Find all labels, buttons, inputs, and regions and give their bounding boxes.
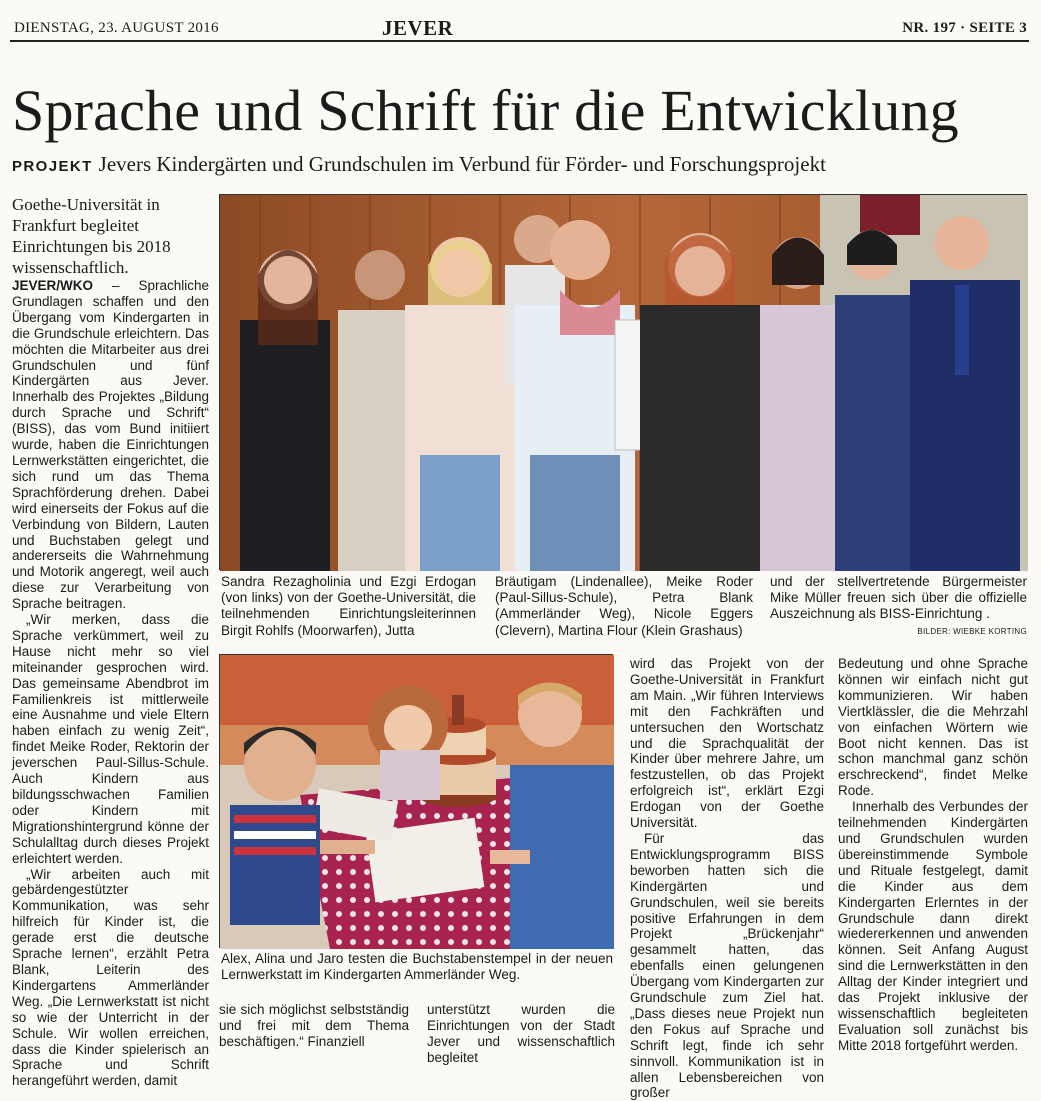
headline: Sprache und Schrift für die Entwicklung [12,78,959,143]
group-photo [219,194,1027,570]
header-city: JEVER [382,16,454,40]
paragraph: unterstützt wurden die Einrichtungen von der Stadt Jever und wissenschaftlich begleitet [427,1002,615,1065]
paragraph: Bedeutung und ohne Sprache können wir einfach nicht gut kommunizieren. Wir haben Viertklässler, die die Mehrzahl von einfachen Wörtern wie Boot nicht kennen. Das ist schon manchmal ganz schön erschreckend“, findet Melke Rode. [838,656,1028,799]
photo1-caption-part-3: und der stellvertretende Bürgermeister Mike Müller freuen sich über die offizielle Auszeichnung als BISS-Einrichtung . [770,574,1027,622]
header-page-number: NR. 197 · SEITE 3 [902,20,1027,36]
header-date: DIENSTAG, 23. AUGUST 2016 [14,20,219,36]
photo2-caption: Alex, Alina und Jaro testen die Buchstabenstempel in der neuen Lernwerkstatt im Kindergarten Ammerländer Weg. [221,951,613,983]
article-column-3-bottom [427,1002,615,1066]
intro-text: Goethe-Universität in Frankfurt begleitet Einrichtungen bis 2018 wissenschaftlich. [12,195,171,277]
header-rule [10,40,1029,42]
subheadline [12,152,826,177]
paragraph: sie sich möglichst selbstständig und frei mit dem Thema beschäftigen.“ Finanziell [219,1002,409,1049]
article-column-2 [219,1002,409,1050]
photo-credit: BILDER: WIEBKE KORTING [917,627,1027,636]
paragraph: JEVER/WKO – Sprachliche Grundlagen schaffen und den Übergang vom Kindergarten in die Grundschule erleichtern. Das möchten die Mitarbeiter aus drei Grundschulen und fünf Kindergärten aus Jever. Innerhalb des Projektes „Bildung durch Sprache und Schrift“ (BISS), das vom Bund initiiert wurde, haben die Einrichtungen Lernwerkstätten eingerichtet, die sich rund um das Thema Sprachförderung drehen. Dabei wird einerseits der Fokus auf die Verbindung von Bildern, Lauten und Buchstaben gelegt und andererseits die Wahrnehmung und Motorik angeregt, weil auch diese zur Verarbeitung von Sprache beitragen. [12,278,209,612]
paragraph: Für das Entwicklungsprogramm BISS beworben hatten sich die Kindergärten und Grundschulen, weil sie bereits positive Erfahrungen in dem Projekt „Brückenjahr“ gesammelt hatten, das ebenfalls einen gelungenen Übergang vom Kindergarten zur Grundschule zum Ziel hat. „Dass dieses neue Projekt nun den Fokus auf Sprache und Schrift legt, finde ich sehr sinnvoll. Kommunikation ist in allen Lebensbereichen von großer [630,830,824,1101]
dateline: JEVER/WKO [12,278,94,293]
subheadline-text: Jevers Kindergärten und Grundschulen im Verbund für Förder- und Forschungsprojekt [98,152,826,176]
article-column-3 [630,656,824,1101]
paragraph: „Wir merken, dass die Sprache verkümmert, weil zu Hause nicht mehr so viel miteinander gesprochen wird. Das gemeinsame Abendbrot im Familienkreis ist mittlerweile eine Ausnahme und viele Eltern haben einfach zu wenig Zeit“, findet Meike Roder, Rektorin der jeverschen Paul-Sillus-Schule. Auch Kindern aus bildungsschwachen Familien oder Kindern mit Migrationshintergrund könne der Schulalltag durch dieses Projekt erleichtert werden. [12,612,209,866]
paragraph: Innerhalb des Verbundes der teilnehmenden Kindergärten und Grundschulen wurden übereinstimmende Symbole und Rituale festgelegt, damit die Kinder aus dem Kindergarten Erlerntes in der Grundschule dann direkt wiedererkennen und anwenden können. Seit Anfang August sind die Lernwerkstätten in den Alltag der Kinder integriert und das Projekt inklusive der wissenschaftlich begleiteten Evaluation soll zunächst bis Mitte 2018 fortgeführt werden. [838,799,1028,1053]
paragraph: wird das Projekt von der Goethe-Universität in Frankfurt am Main. „Wir führen Interviews mit den Fachkräften und untersuchen den Wortschatz und die Sprachqualität der Kinder über mehrere Jahre, um festzustellen, ob das Projekt erfolgreich ist“, erklärt Ezgi Erdogan von der Goethe Universität. [630,656,824,831]
kicker: PROJEKT [12,158,93,175]
article-column-1 [12,278,209,1089]
article-column-4 [838,656,1028,1053]
photo1-caption-part-2: Bräutigam (Lindenallee), Meike Roder (Paul-Sillus-Schule), Petra Blank (Ammerländer Weg), Nicole Eggers (Clevern), Martina Flour (Klein Grashaus) [495,574,753,638]
photo1-caption-part-1: Sandra Rezagholinia und Ezgi Erdogan (von links) von der Goethe-Universität, die teilnehmenden Einrichtungsleiterinnen Birgit Rohlfs (Moorwarfen), Jutta [221,574,476,638]
children-photo [219,654,613,948]
paragraph: „Wir arbeiten auch mit gebärdengestützter Kommunikation, was sehr hilfreich für Kinder ist, die gerade erst die deutsche Sprache lernen“, erzählt Petra Blank, Leiterin des Kindergartens Ammerländer Weg. „Die Lernwerkstatt ist nicht so wie der Unterricht in der Schule. Wir wollen erreichen, dass die Kinder spielerisch an Sprache und Schrift herangeführt werden, damit [12,866,209,1089]
